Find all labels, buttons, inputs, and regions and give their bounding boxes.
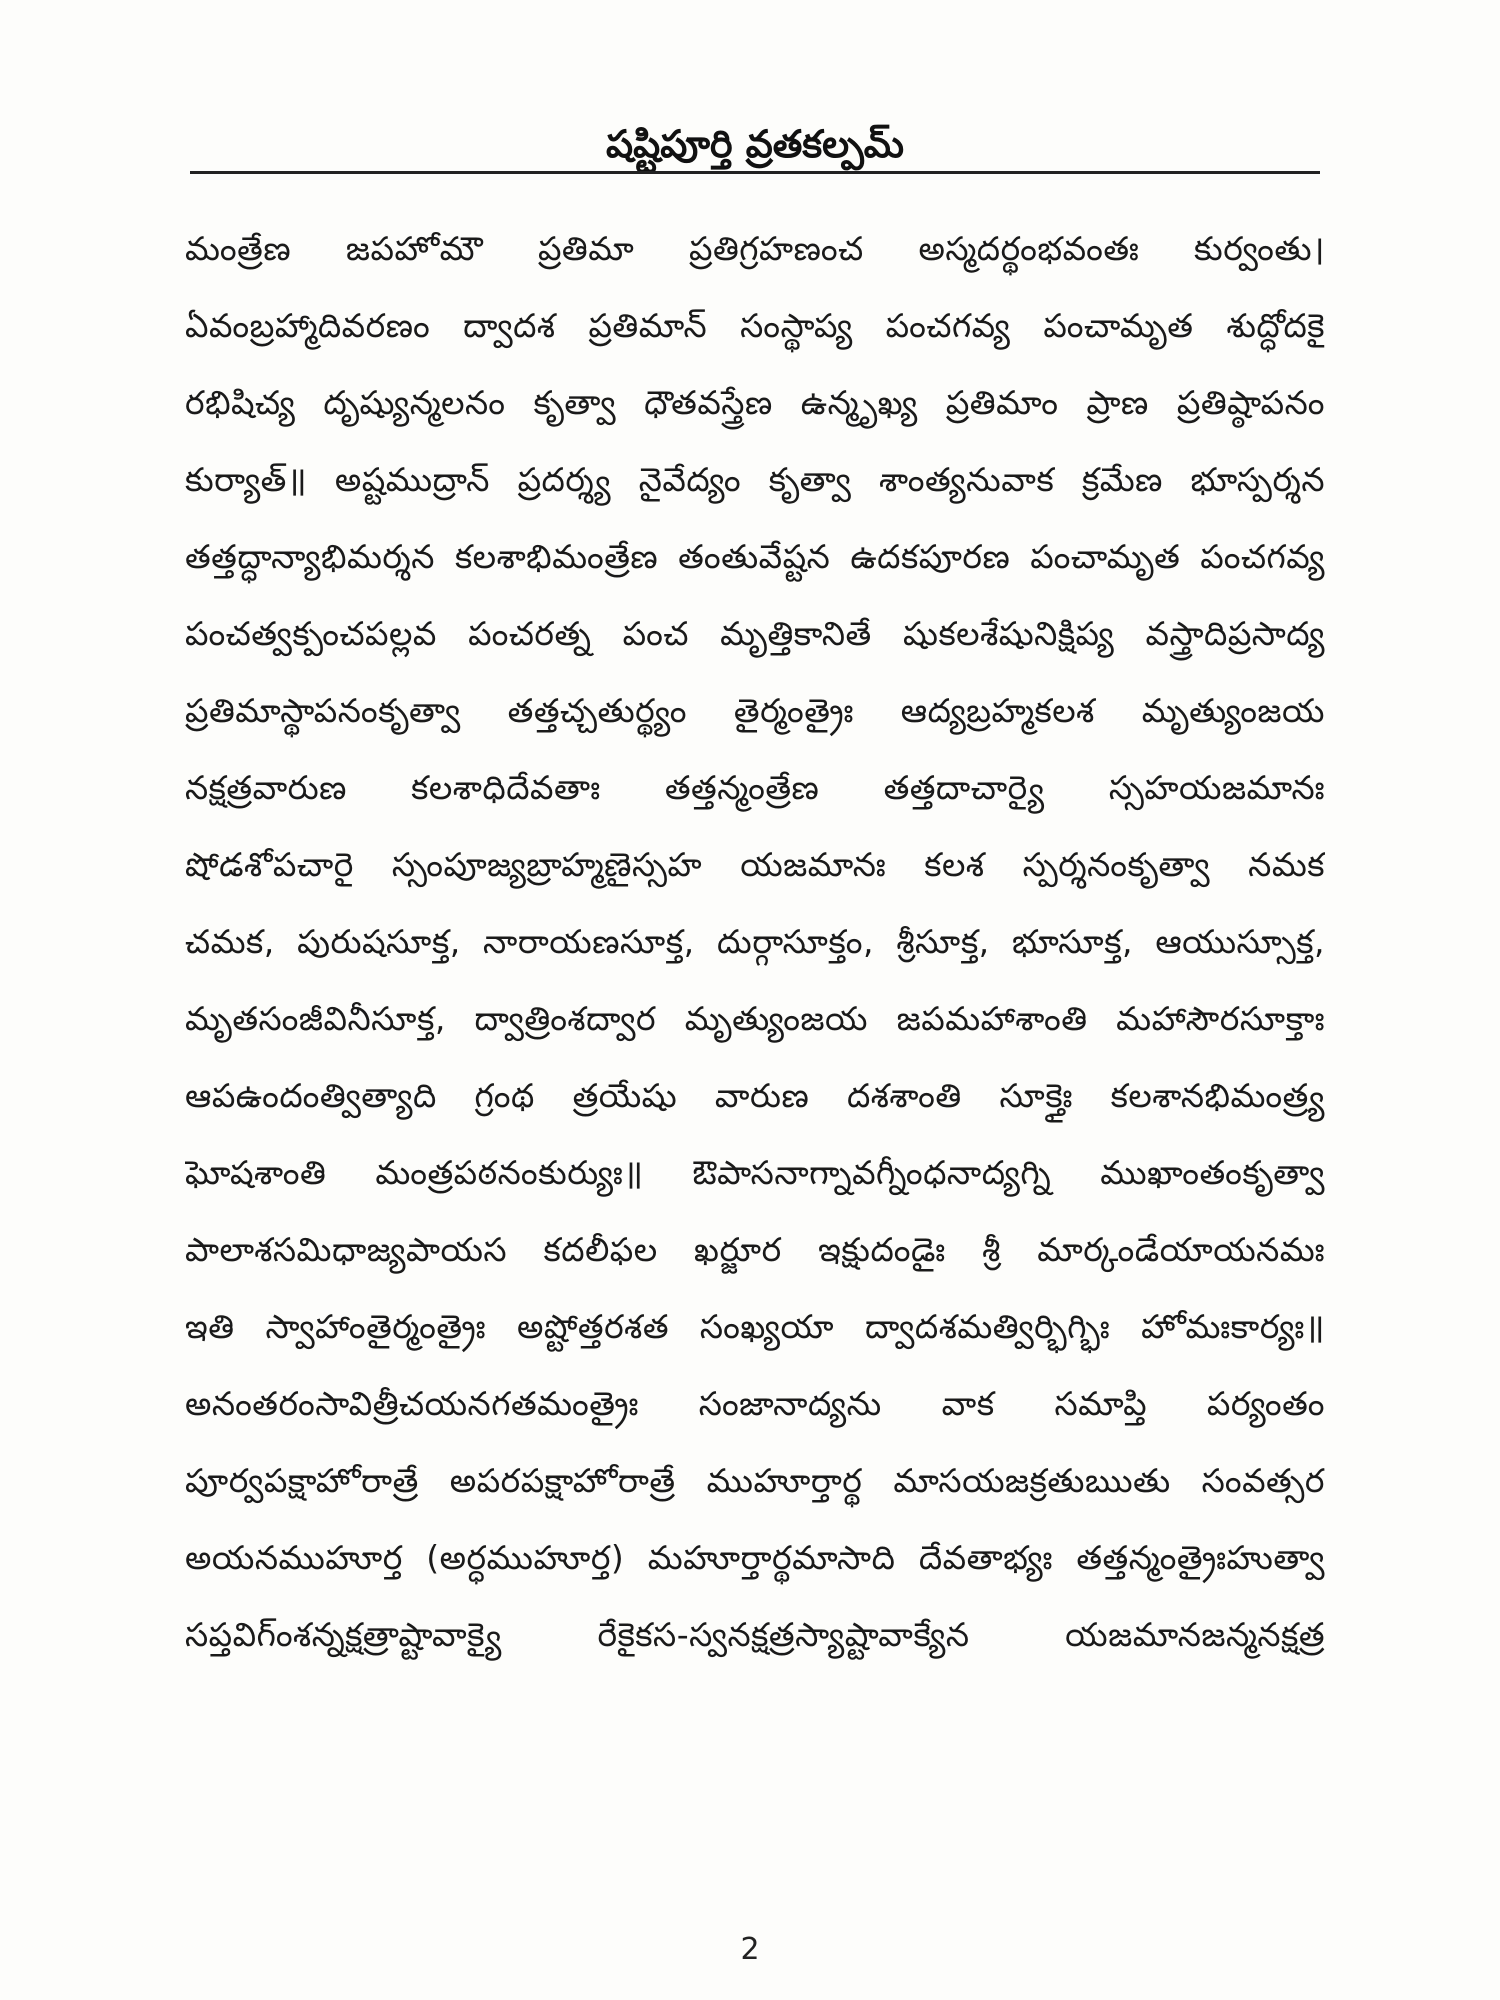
- text-line: ఘోషశాంతి మంత్రపఠనంకుర్యుః॥ ఔపాసనాగ్నావగ్నీంధనాద్యగ్ని ముఖాంతంకృత్వా: [185, 1153, 1325, 1192]
- text-line: రభిషిచ్య దృష్యున్మలనం కృత్వా ధౌతవస్త్రేణ ఉన్మృఖ్య ప్రతిమాం ప్రాణ ప్రతిష్ఠాపనం: [185, 383, 1325, 422]
- text-line: అయనముహూర్త (అర్ధముహూర్త) మహూర్తార్థమాసాది దేవతాభ్యః తత్తన్మంత్రైఃహుత్వా: [185, 1538, 1325, 1577]
- text-line: పాలాశసమిధాజ్యపాయస కదలీఫల ఖర్జూర ఇక్షుదండైః శ్రీ మార్కండేయాయనమః: [185, 1230, 1325, 1269]
- body-text: [185, 210, 1325, 1673]
- text-line: తత్తద్ధాన్యాభిమర్శన కలశాభిమంత్రేణ తంతువేష్టన ఉదకపూరణ పంచామృత పంచగవ్య: [185, 537, 1325, 576]
- text-line: కుర్యాత్॥ అష్టముద్రాన్ ప్రదర్శ్య నైవేద్యం కృత్వా శాంత్యనువాక క్రమేణ భూస్పర్శన: [185, 460, 1325, 499]
- page-header-title: షష్టిపూర్తి వ్రతకల్పమ్: [606, 122, 904, 166]
- page-number: 2: [740, 1932, 760, 1967]
- text-line: ప్రతిమాస్థాపనంకృత్వా తత్తచ్చతుర్థ్యం తైర్మంత్రైః ఆద్యబ్రహ్మకలశ మృత్యుంజయ: [185, 691, 1325, 730]
- text-line: అనంతరంసావిత్రీచయనగతమంత్రైః సంజానాద్యను వాక సమాప్తి పర్యంతం: [185, 1384, 1325, 1423]
- text-line: పంచత్వక్పంచపల్లవ పంచరత్న పంచ మృత్తికానితే షుకలశేషునిక్షిప్య వస్త్రాదిప్రసాద్య: [185, 614, 1325, 653]
- text-line: ఏవంబ్రహ్మాదివరణం ద్వాదశ ప్రతిమాన్ సంస్థాప్య పంచగవ్య పంచామృత శుద్ధోదకై: [185, 306, 1325, 345]
- text-line: మంత్రేణ జపహోమౌ ప్రతిమా ప్రతిగ్రహణంచ అస్మదర్థంభవంతః కుర్వంతు।: [185, 229, 1325, 268]
- text-line: షోడశోపచారై స్సంపూజ్యబ్రాహ్మణైస్సహ యజమానః కలశ స్పర్శనంకృత్వా నమక: [185, 845, 1325, 884]
- text-line: సప్తవిగ్ంశన్నక్షత్రాష్టావాక్యై రేకైకస-స్వనక్షత్రస్యాష్టావాక్యేన యజమానజన్మనక్షత్ర: [185, 1615, 1325, 1654]
- text-line: మృతసంజీవినీసూక్త, ద్వాత్రింశద్వార మృత్యుంజయ జపమహాశాంతి మహాసౌరసూక్తాః: [185, 999, 1325, 1038]
- text-line: నక్షత్రవారుణ కలశాధిదేవతాః తత్తన్మంత్రేణ తత్తదాచార్యై స్సహయజమానః: [185, 768, 1325, 807]
- header-divider: [190, 171, 1320, 174]
- text-line: పూర్వపక్షాహోరాత్రే అపరపక్షాహోరాత్రే ముహూర్తార్థ మాసయజక్రతుఋతు సంవత్సర: [185, 1461, 1325, 1500]
- text-line: ఆపఉందంత్విత్యాది గ్రంథ త్రయేషు వారుణ దశశాంతి సూక్తైః కలశానభిమంత్ర్య: [185, 1076, 1325, 1115]
- text-line: ఇతి స్వాహాంతైర్మంత్రైః అష్టోత్తరశత సంఖ్యయా ద్వాదశమత్విర్భిగ్భిః హోమఃకార్యః॥: [185, 1307, 1325, 1346]
- text-line: చమక, పురుషసూక్త, నారాయణసూక్త, దుర్గాసూక్తం, శ్రీసూక్త, భూసూక్త, ఆయుస్సూక్త,: [185, 922, 1325, 961]
